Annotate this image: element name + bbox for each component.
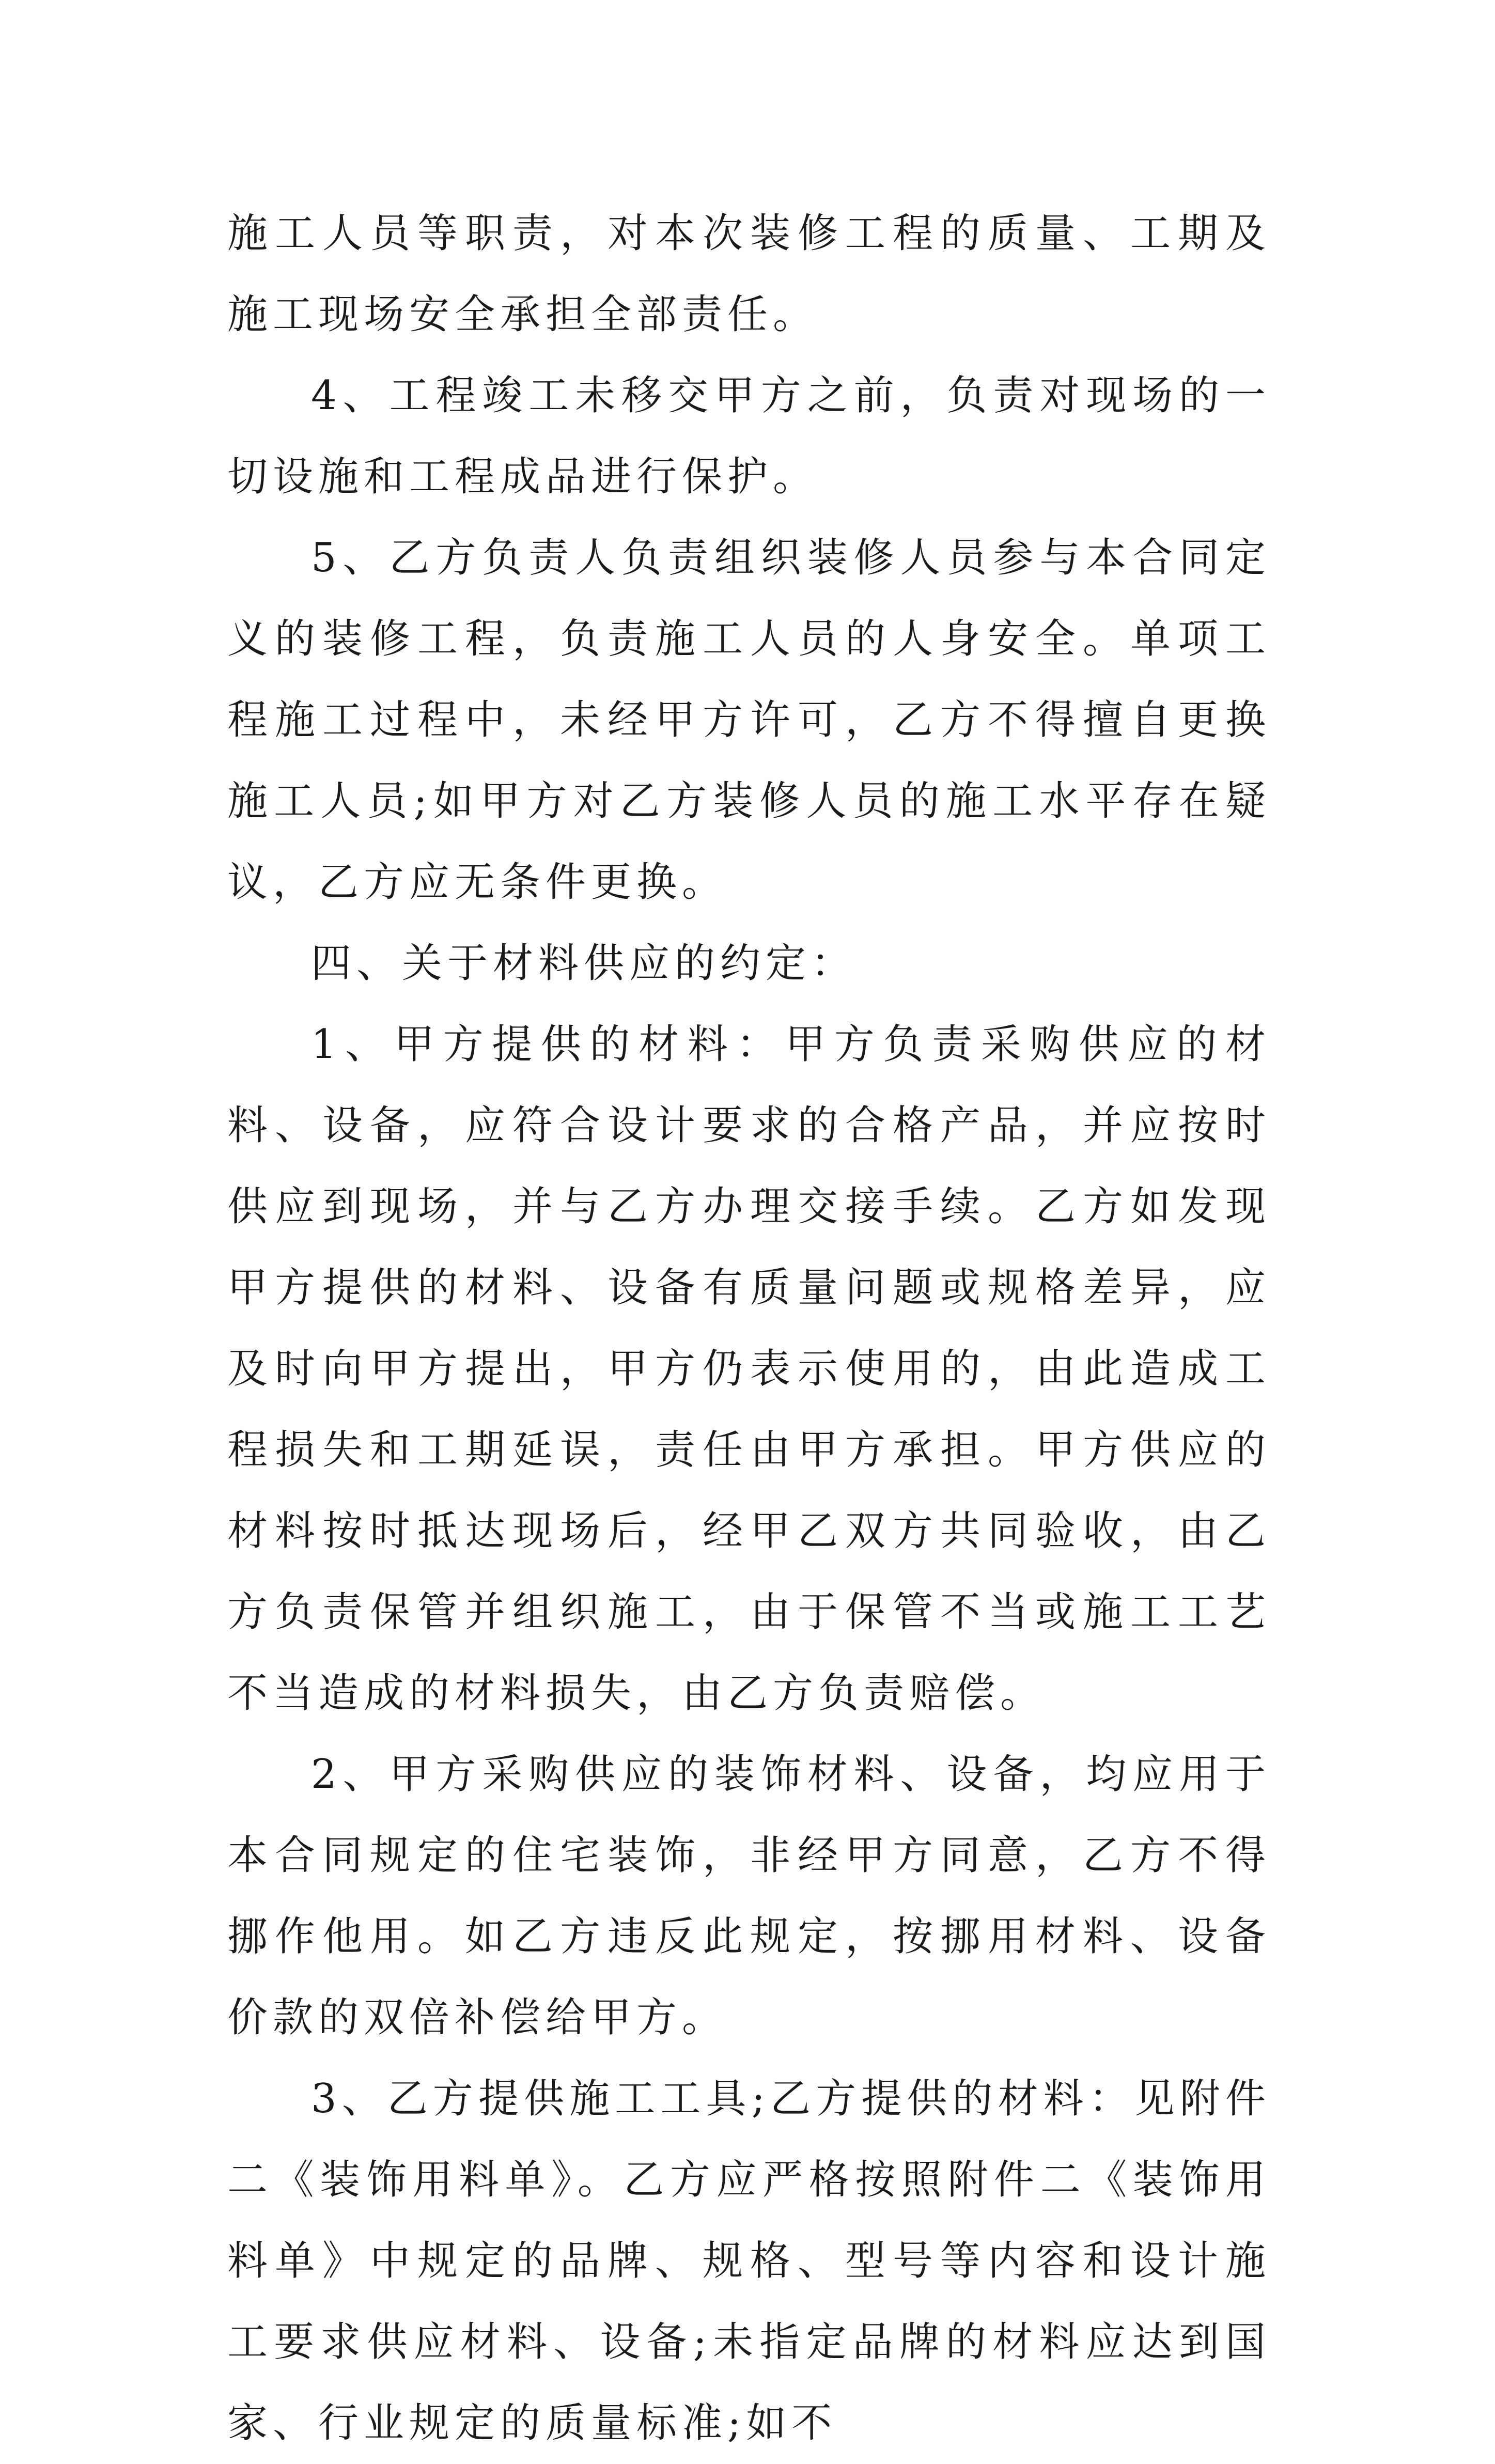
paragraph-clause-5: 5、乙方负责人负责组织装修人员参与本合同定义的装修工程，负责施工人员的人身安全。单项工程施工过程中，未经甲方许可，乙方不得擅自更换施工人员;如甲方对乙方装修人员的施工水平存在疑议，乙方应无条件更换。: [227, 535, 1271, 906]
paragraph-material-clause-2: 2、甲方采购供应的装饰材料、设备，均应用于本合同规定的住宅装饰，非经甲方同意，乙方不得挪作他用。如乙方违反此规定，按挪用材料、设备价款的双倍补偿给甲方。: [227, 1751, 1271, 2041]
paragraph-clause-4: 4、工程竣工未移交甲方之前，负责对现场的一切设施和工程成品进行保护。: [227, 372, 1271, 500]
document-body: [227, 193, 1271, 2464]
section-heading-material-supply: 四、关于材料供应的约定：: [311, 940, 857, 987]
paragraph-continuation: 施工人员等职责，对本次装修工程的质量、工期及施工现场安全承担全部责任。: [227, 210, 1271, 338]
paragraph-material-clause-3: 3、乙方提供施工工具;乙方提供的材料：见附件二《装饰用料单》。乙方应严格按照附件二《装饰用料单》中规定的品牌、规格、型号等内容和设计施工要求供应材料、设备;未指定品牌的材料应达到国家、行业规定的质量标准;如不: [227, 2076, 1271, 2446]
paragraph-material-clause-1: 1、甲方提供的材料：甲方负责采购供应的材料、设备，应符合设计要求的合格产品，并应按时供应到现场，并与乙方办理交接手续。乙方如发现甲方提供的材料、设备有质量问题或规格差异，应及时向甲方提出，甲方仍表示使用的，由此造成工程损失和工期延误，责任由甲方承担。甲方供应的材料按时抵达现场后，经甲乙双方共同验收，由乙方负责保管并组织施工，由于保管不当或施工工艺不当造成的材料损失，由乙方负责赔偿。: [227, 1021, 1271, 1717]
